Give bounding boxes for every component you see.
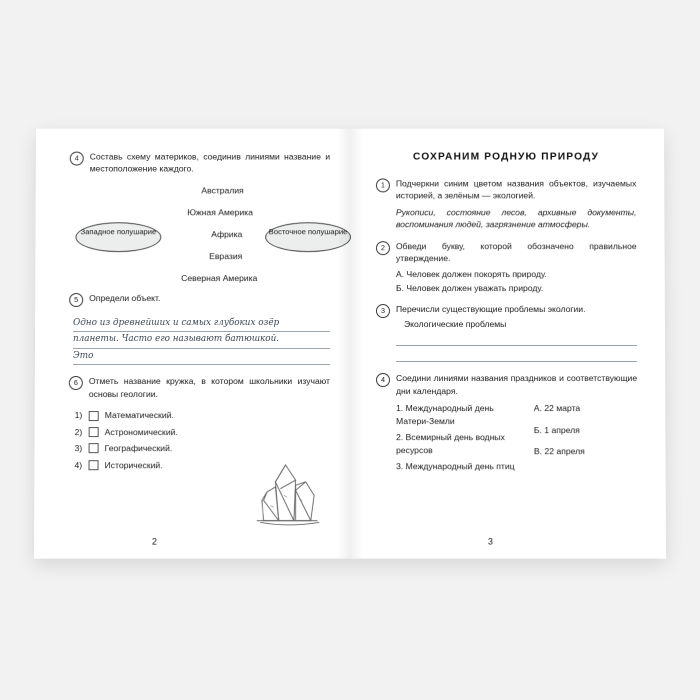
task-3-text: Перечисли существующие проблемы экологии.	[395, 304, 586, 315]
option-text-1: Математический.	[104, 410, 174, 421]
option-label-3: 3)	[74, 443, 83, 454]
match-right-item-2[interactable]: Б. 1 апреля	[533, 424, 580, 435]
task-number-badge: 1	[376, 178, 390, 192]
task-2-option-a[interactable]: А. Человек должен покорять природу.	[395, 268, 547, 279]
task-6	[69, 375, 330, 400]
matching-right-column	[528, 402, 638, 476]
match-left-item-3[interactable]: 3. Международный день птиц	[396, 461, 515, 472]
option-label-4: 4)	[74, 459, 83, 470]
task-4	[70, 151, 330, 176]
task-4-right-text: Соедини линиями названия праздников и соответствующие дни календаря.	[396, 373, 638, 396]
option-label-2: 2)	[74, 426, 83, 437]
task-2	[376, 240, 637, 295]
task-number-badge: 4	[376, 373, 390, 387]
task-3-subtext: Экологические проблемы	[403, 318, 507, 329]
continent-australia: Австралия	[201, 185, 244, 196]
oval-eastern-hemisphere[interactable]: Восточное полушарие	[265, 222, 351, 252]
oval-western-hemisphere[interactable]: Западное полушарие	[75, 222, 161, 252]
task-1-italic-list[interactable]: Рукописи, состояние лесов, архивные документы, воспоминания людей, загрязнение атмосферы.	[395, 206, 637, 230]
task-number-badge: 4	[70, 152, 84, 166]
checkbox-2[interactable]	[89, 427, 99, 437]
checkbox-4[interactable]	[89, 460, 99, 470]
option-row-2[interactable]	[75, 426, 330, 438]
option-label-1: 1)	[74, 410, 83, 421]
task-number-badge: 2	[376, 241, 390, 255]
task-number-badge: 5	[69, 293, 83, 307]
workbook-page-left	[34, 129, 350, 559]
task-5	[69, 292, 330, 307]
task-4-text: Составь схему материков, соединив линиями название и местоположение каждого.	[89, 151, 331, 174]
task-3-answer-line-1[interactable]	[396, 334, 637, 346]
page-number-right: 3	[487, 536, 493, 547]
continent-north-america: Северная Америка	[181, 272, 258, 283]
task-5-handwritten-answer[interactable]	[73, 316, 330, 365]
match-left-item-1[interactable]: 1. Международный день Матери-Земли	[396, 403, 494, 426]
option-text-2: Астрономический.	[104, 426, 178, 437]
option-text-3: Географический.	[104, 443, 173, 454]
task-5-text: Определи объект.	[89, 292, 161, 303]
task-3	[376, 303, 637, 362]
open-workbook	[34, 129, 666, 559]
continent-africa: Африка	[211, 229, 243, 240]
workbook-page-right	[350, 129, 666, 559]
handwriting-line-1: Одно из древнейших и самых глубоких озёр	[73, 316, 330, 332]
match-right-item-3[interactable]: В. 22 апреля	[533, 446, 585, 457]
task-2-text: Обведи букву, которой обозначено правильное утверждение.	[395, 240, 637, 264]
task-4-right	[376, 372, 638, 476]
checkbox-1[interactable]	[89, 411, 99, 421]
match-left-item-2[interactable]: 2. Всемирный день водных ресурсов	[396, 432, 505, 455]
option-text-4: Исторический.	[104, 459, 163, 470]
task-1	[376, 177, 637, 231]
matching-exercise	[396, 402, 638, 476]
matching-left-column	[396, 402, 528, 476]
handwriting-line-3: Это	[73, 349, 330, 366]
continents-scheme	[69, 184, 348, 288]
task-6-text: Отметь название кружка, в котором школьники изучают основы геологии.	[88, 376, 330, 399]
crystal-cluster-icon	[246, 448, 332, 532]
task-number-badge: 6	[69, 376, 83, 390]
checkbox-3[interactable]	[89, 444, 99, 454]
task-number-badge: 3	[376, 304, 390, 318]
match-right-item-1[interactable]: А. 22 марта	[533, 403, 581, 414]
page-number-left: 2	[151, 536, 157, 547]
handwriting-line-2: планеты. Часто его называют батюшкой.	[73, 332, 330, 348]
task-2-option-b[interactable]: Б. Человек должен уважать природу.	[395, 283, 544, 294]
option-row-1[interactable]	[75, 409, 330, 421]
task-3-answer-line-2[interactable]	[396, 350, 637, 362]
continent-south-america: Южная Америка	[187, 207, 253, 218]
continent-eurasia: Евразия	[209, 251, 243, 262]
task-1-text: Подчеркни синим цветом названия объектов, изучаемых историей, а зелёным — экологией.	[395, 178, 637, 201]
page-title: СОХРАНИМ РОДНУЮ ПРИРОДУ	[412, 151, 600, 163]
